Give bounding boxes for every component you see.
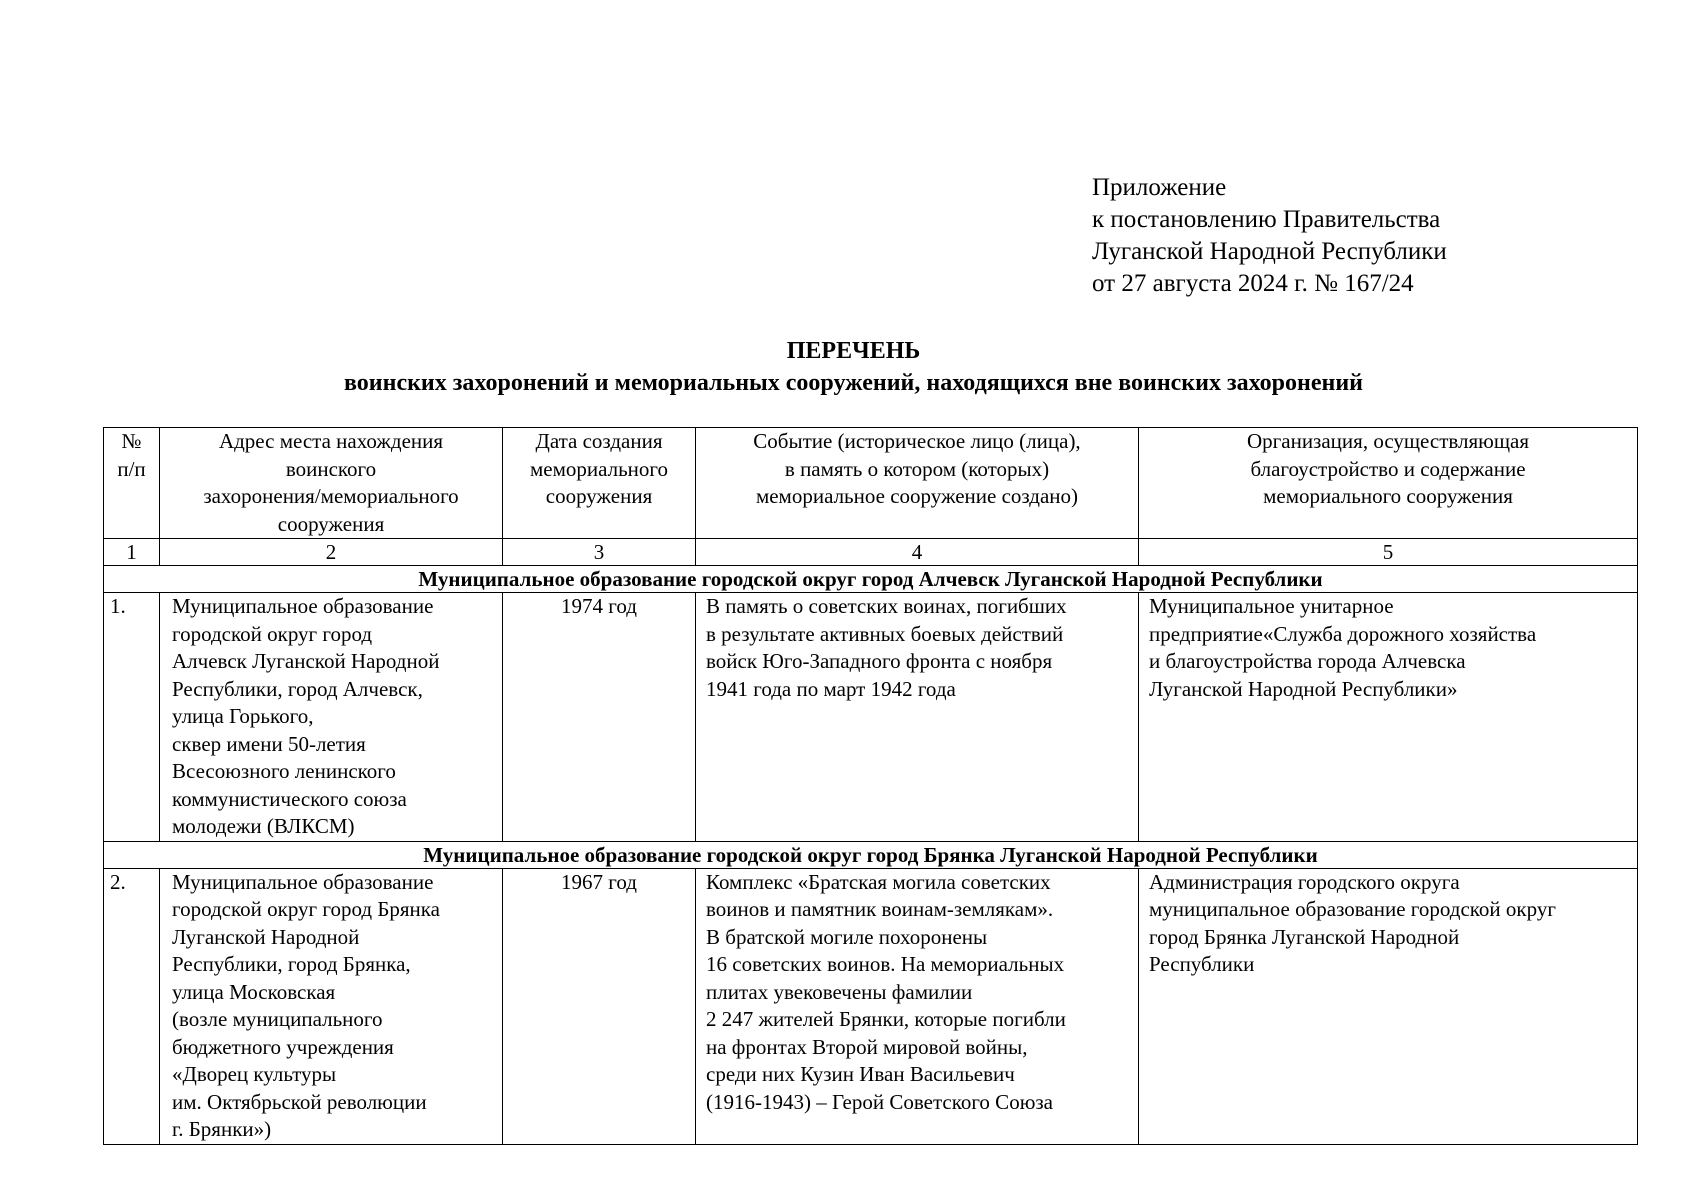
section-title: Муниципальное образование городской округ город Алчевск Луганской Народной Республики	[104, 566, 1638, 593]
appendix-line: от 27 августа 2024 г. № 167/24	[1092, 270, 1414, 297]
row-number: 1.	[104, 593, 160, 842]
document-title	[0, 335, 1697, 399]
row-event: Комплекс «Братская могила советских воинов и памятник воинам-землякам». В братской могиле похоронены 16 советских воинов. На мемориальных плитах увековечены фамилии 2 247 жителей Брянки, которые погибли на фронтах Второй мировой войны, среди них Кузин Иван Васильевич (1916-1943) – Герой Советского Союза	[696, 868, 1139, 1144]
appendix-block	[1092, 172, 1447, 300]
appendix-line: Луганской Народной Республики	[1092, 238, 1447, 265]
header-event: Событие (историческое лицо (лица), в память о котором (которых) мемориальное сооружение создано)	[696, 428, 1139, 539]
row-number: 2.	[104, 868, 160, 1144]
header-num: № п/п	[104, 428, 160, 539]
section-header-row	[104, 841, 1638, 868]
header-date: Дата создания мемориального сооружения	[503, 428, 696, 539]
header-address: Адрес места нахождения воинского захоронения/мемориального сооружения	[160, 428, 503, 539]
column-number: 3	[503, 539, 696, 566]
table-header-row	[104, 428, 1638, 539]
row-date: 1974 год	[503, 593, 696, 842]
memorials-table	[103, 427, 1638, 1145]
column-number: 2	[160, 539, 503, 566]
column-number-row	[104, 539, 1638, 566]
header-organization: Организация, осуществляющая благоустройство и содержание мемориального сооружения	[1139, 428, 1638, 539]
appendix-line: Приложение	[1092, 174, 1227, 201]
title-subheading: воинских захоронений и мемориальных сооружений, находящихся вне воинских захоронений	[344, 370, 1363, 396]
section-header-row	[104, 566, 1638, 593]
section-title: Муниципальное образование городской округ город Брянка Луганской Народной Республики	[104, 841, 1638, 868]
table-row	[104, 593, 1638, 842]
column-number: 5	[1139, 539, 1638, 566]
row-organization: Администрация городского округа муниципальное образование городской округ город Брянка Луганской Народной Республики	[1139, 868, 1638, 1144]
row-date: 1967 год	[503, 868, 696, 1144]
appendix-line: к постановлению Правительства	[1092, 206, 1441, 233]
row-address: Муниципальное образование городской округ город Алчевск Луганской Народной Республики, город Алчевск, улица Горького, сквер имени 50-летия Всесоюзного ленинского коммунистического союза молодежи (ВЛКСМ)	[160, 593, 503, 842]
row-event: В память о советских воинах, погибших в результате активных боевых действий войск Юго-Западного фронта с ноября 1941 года по март 1942 года	[696, 593, 1139, 842]
row-organization: Муниципальное унитарное предприятие«Служба дорожного хозяйства и благоустройства города Алчевска Луганской Народной Республики»	[1139, 593, 1638, 842]
column-number: 1	[104, 539, 160, 566]
title-heading: ПЕРЕЧЕНЬ	[786, 338, 921, 364]
table-row	[104, 868, 1638, 1144]
row-address: Муниципальное образование городской округ город Брянка Луганской Народной Республики, город Брянка, улица Московская (возле муниципального бюджетного учреждения «Дворец культуры им. Октябрьской революции г. Брянки»)	[160, 868, 503, 1144]
column-number: 4	[696, 539, 1139, 566]
